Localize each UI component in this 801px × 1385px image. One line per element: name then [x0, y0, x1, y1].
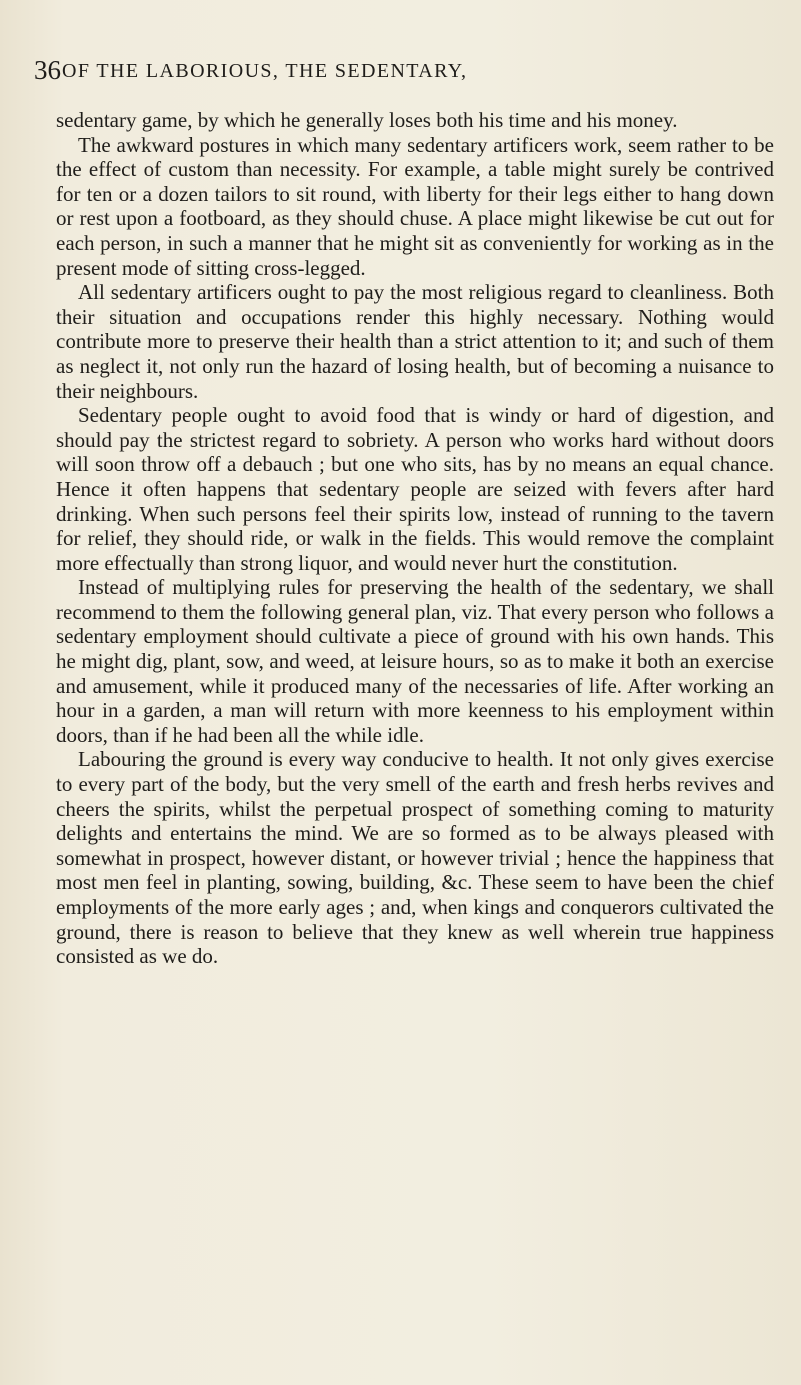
running-head — [34, 50, 774, 90]
paragraph-garden-plan: Instead of multiplying rules for preserving the health of the sedentary, we shall recommend to them the following general plan, viz. That every person who follows a sedentary employment should cultivate a piece of ground with his own hands. This he might dig, plant, sow, and weed, at leisure hours, so as to make it both an exercise and amusement, while it produced many of the necessaries of life. After working an hour in a garden, a man will return with more keenness to his employment within doors, than if he had been all the while idle. — [56, 575, 774, 747]
paragraph-postures: The awkward postures in which many sedentary artificers work, seem rather to be the effect of custom than necessity. For example, a table might surely be contrived for ten or a dozen tailors to sit round, with liberty for their legs either to hang down or rest upon a footboard, as they should chuse. A place might likewise be cut out for each person, in such a manner that he might sit as conveniently for working as in the present mode of sitting cross-legged. — [56, 132, 774, 280]
page-number: 36 — [34, 55, 61, 85]
paragraph-diet: Sedentary people ought to avoid food that is windy or hard of digestion, and should pay the strictest regard to sobriety. A person who works hard without doors will soon throw off a debauch ; but one who sits, has by no means an equal chance. Hence it often happens that sedentary people are seized with fevers after hard drinking. When such persons feel their spirits low, instead of running to the tavern for relief, they should ride, or walk in the fields. This would remove the complaint more effectually than strong liquor, and would never hurt the constitution. — [56, 403, 774, 575]
running-title: OF THE LABORIOUS, THE SEDENTARY, — [62, 60, 468, 82]
paragraph-cleanliness: All sedentary artificers ought to pay the most religious regard to cleanliness. Both their situation and occupations render this highly necessary. Nothing would contribute more to preserve their health than a strict attention to it; and such of them as neglect it, not only run the hazard of losing health, but of becoming a nuisance to their neighbours. — [56, 280, 774, 403]
paragraph-continued: sedentary game, by which he generally loses both his time and his money. — [56, 108, 678, 132]
paragraph-labouring: Labouring the ground is every way conducive to health. It not only gives exercise to every part of the body, but the very smell of the earth and fresh herbs revives and cheers the spirits, whilst the perpetual prospect of something coming to maturity delights and entertains the mind. We are so formed as to be always pleased with somewhat in prospect, however distant, or however trivial ; hence the happiness that most men feel in planting, sowing, building, &c. These seem to have been the chief employments of the more early ages ; and, when kings and conquerors cultivated the ground, there is reason to believe that they knew as well wherein true happiness consisted as we do. — [56, 747, 774, 969]
body-text — [56, 108, 774, 969]
